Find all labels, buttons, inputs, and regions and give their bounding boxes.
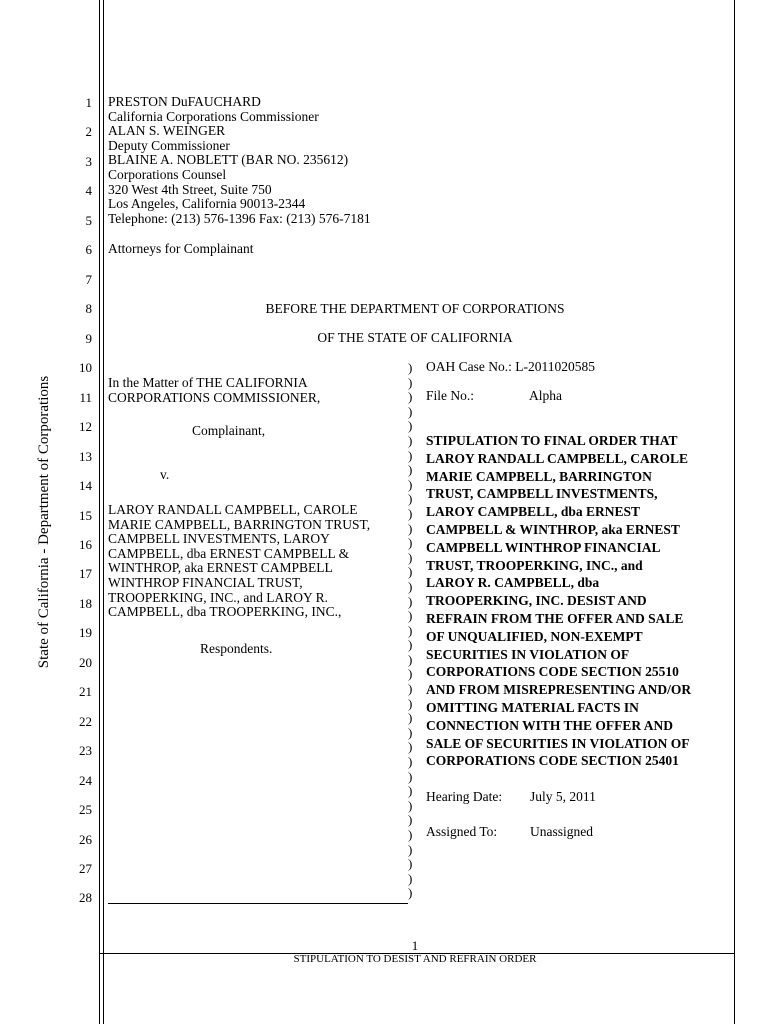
caption-paren: ) — [408, 885, 413, 901]
line-number: 18 — [79, 596, 92, 611]
caption-paren: ) — [408, 666, 413, 682]
court-title-line1: BEFORE THE DEPARTMENT OF CORPORATIONS — [265, 301, 565, 316]
file-number-value: Alpha — [529, 388, 562, 403]
caption-paren: ) — [408, 520, 413, 536]
file-number-label: File No.: — [426, 388, 475, 403]
respondent-names — [108, 503, 370, 620]
line-number: 20 — [79, 655, 92, 670]
line-number: 24 — [79, 773, 92, 788]
caption-paren: ) — [408, 681, 413, 697]
caption-paren: ) — [408, 797, 413, 813]
court-title-line2: OF THE STATE OF CALIFORNIA — [317, 330, 513, 345]
caption-paren: ) — [408, 578, 413, 594]
document-title — [426, 432, 736, 770]
caption-paren: ) — [408, 812, 413, 828]
caption-paren: ) — [408, 622, 413, 638]
title-line: TRUST, TROOPERKING, INC., and — [426, 557, 643, 573]
title-line: SALE OF SECURITIES IN VIOLATION OF — [426, 735, 690, 751]
caption-paren: ) — [408, 447, 413, 463]
title-line: TRUST, CAMPBELL INVESTMENTS, — [426, 486, 658, 502]
caption-paren: ) — [408, 418, 413, 434]
line-number: 28 — [79, 890, 92, 905]
respondent-line: CAMPBELL, dba ERNEST CAMPBELL & — [108, 545, 350, 561]
header-line: 320 West 4th Street, Suite 750 — [108, 181, 272, 197]
hearing-date-label: Hearing Date: — [426, 789, 503, 804]
line-number: 21 — [79, 684, 92, 699]
attorneys-for: Attorneys for Complainant — [108, 241, 254, 256]
complainant-label: Complainant, — [192, 423, 266, 438]
line-number: 9 — [85, 331, 92, 346]
caption-paren: ) — [408, 535, 413, 551]
caption-paren: ) — [408, 432, 413, 448]
caption-paren: ) — [408, 491, 413, 507]
matter-line: CORPORATIONS COMMISSIONER, — [108, 389, 321, 405]
title-line: LAROY RANDALL CAMPBELL, CAROLE — [426, 450, 689, 466]
header-line: California Corporations Commissioner — [108, 108, 319, 124]
line-number: 2 — [85, 124, 92, 139]
caption-paren: ) — [408, 841, 413, 857]
caption-paren: ) — [408, 754, 413, 770]
line-number: 13 — [79, 449, 92, 464]
line-number: 8 — [85, 301, 92, 316]
caption-paren: ) — [408, 608, 413, 624]
line-number: 19 — [79, 625, 92, 640]
caption-paren: ) — [408, 505, 413, 521]
line-number: 5 — [85, 213, 92, 228]
caption-paren: ) — [408, 856, 413, 872]
title-line: LAROY R. CAMPBELL, dba — [426, 575, 600, 591]
caption-paren: ) — [408, 768, 413, 784]
line-number: 10 — [79, 360, 92, 375]
line-number: 11 — [79, 390, 92, 405]
line-number: 15 — [79, 508, 92, 523]
header-line: Corporations Counsel — [108, 166, 227, 182]
respondent-line: WINTHROP, aka ERNEST CAMPBELL — [108, 560, 333, 576]
title-line: CAMPBELL WINTHROP FINANCIAL — [426, 539, 661, 555]
line-number: 17 — [79, 566, 92, 581]
title-line: CORPORATIONS CODE SECTION 25401 — [426, 753, 679, 769]
matter-line: In the Matter of THE CALIFORNIA — [108, 375, 308, 390]
line-number: 7 — [85, 272, 92, 287]
respondent-line: LAROY RANDALL CAMPBELL, CAROLE — [108, 502, 358, 517]
versus-label: v. — [160, 467, 170, 482]
title-line: CONNECTION WITH THE OFFER AND — [426, 717, 674, 733]
caption-paren: ) — [408, 651, 413, 667]
caption-paren: ) — [408, 593, 413, 609]
left-margin-rule-inner — [103, 0, 104, 1024]
line-number: 12 — [79, 419, 92, 434]
caption-bottom-rule — [108, 903, 408, 904]
title-line: LAROY CAMPBELL, dba ERNEST — [426, 504, 641, 520]
header-line: Telephone: (213) 576-1396 Fax: (213) 576-7181 — [108, 210, 371, 226]
respondent-line: CAMPBELL, dba TROOPERKING, INC., — [108, 604, 342, 620]
matter-caption — [108, 376, 320, 405]
caption-parentheses — [408, 361, 420, 901]
caption-paren: ) — [408, 695, 413, 711]
caption-paren: ) — [408, 374, 413, 390]
page-number: 1 — [411, 938, 419, 953]
header-line: BLAINE A. NOBLETT (BAR NO. 235612) — [108, 152, 349, 168]
footer-title: STIPULATION TO DESIST AND REFRAIN ORDER — [293, 953, 537, 965]
caption-paren: ) — [408, 783, 413, 799]
attorney-header — [108, 95, 371, 226]
caption-paren: ) — [408, 549, 413, 565]
respondent-line: WINTHROP FINANCIAL TRUST, — [108, 574, 303, 590]
title-line: TROOPERKING, INC. DESIST AND — [426, 593, 647, 609]
line-number: 26 — [79, 832, 92, 847]
line-number: 16 — [79, 537, 92, 552]
title-line: REFRAIN FROM THE OFFER AND SALE — [426, 610, 684, 626]
caption-paren: ) — [408, 870, 413, 886]
caption-paren: ) — [408, 389, 413, 405]
title-line: SECURITIES IN VIOLATION OF — [426, 646, 630, 662]
caption-paren: ) — [408, 827, 413, 842]
caption-paren: ) — [408, 710, 413, 726]
title-line: MARIE CAMPBELL, BARRINGTON — [426, 468, 652, 484]
title-line: CORPORATIONS CODE SECTION 25510 — [426, 664, 679, 680]
line-number: 3 — [85, 154, 92, 169]
caption-paren: ) — [408, 724, 413, 740]
header-line: PRESTON DuFAUCHARD — [108, 94, 261, 109]
caption-paren: ) — [408, 462, 413, 478]
respondents-label: Respondents. — [200, 641, 273, 656]
side-label: State of California - Department of Corporations — [36, 375, 52, 669]
header-line: ALAN S. WEINGER — [108, 123, 226, 139]
caption-paren: ) — [408, 564, 413, 580]
header-line: Los Angeles, California 90013-2344 — [108, 196, 306, 212]
hearing-date-value: July 5, 2011 — [530, 789, 596, 804]
title-line: STIPULATION TO FINAL ORDER THAT — [426, 433, 678, 448]
assigned-to-value: Unassigned — [530, 824, 593, 839]
line-number: 1 — [85, 95, 92, 110]
title-line: OMITTING MATERIAL FACTS IN — [426, 699, 639, 715]
line-number: 25 — [79, 802, 92, 817]
line-number: 4 — [85, 183, 92, 198]
title-line: OF UNQUALIFIED, NON-EXEMPT — [426, 628, 643, 644]
line-number: 22 — [79, 714, 92, 729]
assigned-to-label: Assigned To: — [426, 824, 498, 839]
title-line: AND FROM MISREPRESENTING AND/OR — [426, 682, 692, 698]
line-number: 14 — [79, 478, 92, 493]
respondent-line: TROOPERKING, INC., and LAROY R. — [108, 589, 328, 605]
header-line: Deputy Commissioner — [108, 137, 230, 153]
title-line: CAMPBELL & WINTHROP, aka ERNEST — [426, 521, 680, 537]
caption-paren: ) — [408, 403, 413, 419]
caption-paren: ) — [408, 476, 413, 492]
caption-paren: ) — [408, 637, 413, 653]
line-number: 27 — [79, 861, 92, 876]
left-margin-rule-outer — [99, 0, 100, 1024]
line-number: 23 — [79, 743, 92, 758]
caption-paren: ) — [408, 739, 413, 755]
respondent-line: MARIE CAMPBELL, BARRINGTON TRUST, — [108, 516, 371, 532]
respondent-line: CAMPBELL INVESTMENTS, LAROY — [108, 531, 330, 547]
oah-case-number: OAH Case No.: L-2011020585 — [426, 359, 595, 374]
caption-paren: ) — [408, 360, 413, 375]
line-number: 6 — [85, 242, 92, 257]
